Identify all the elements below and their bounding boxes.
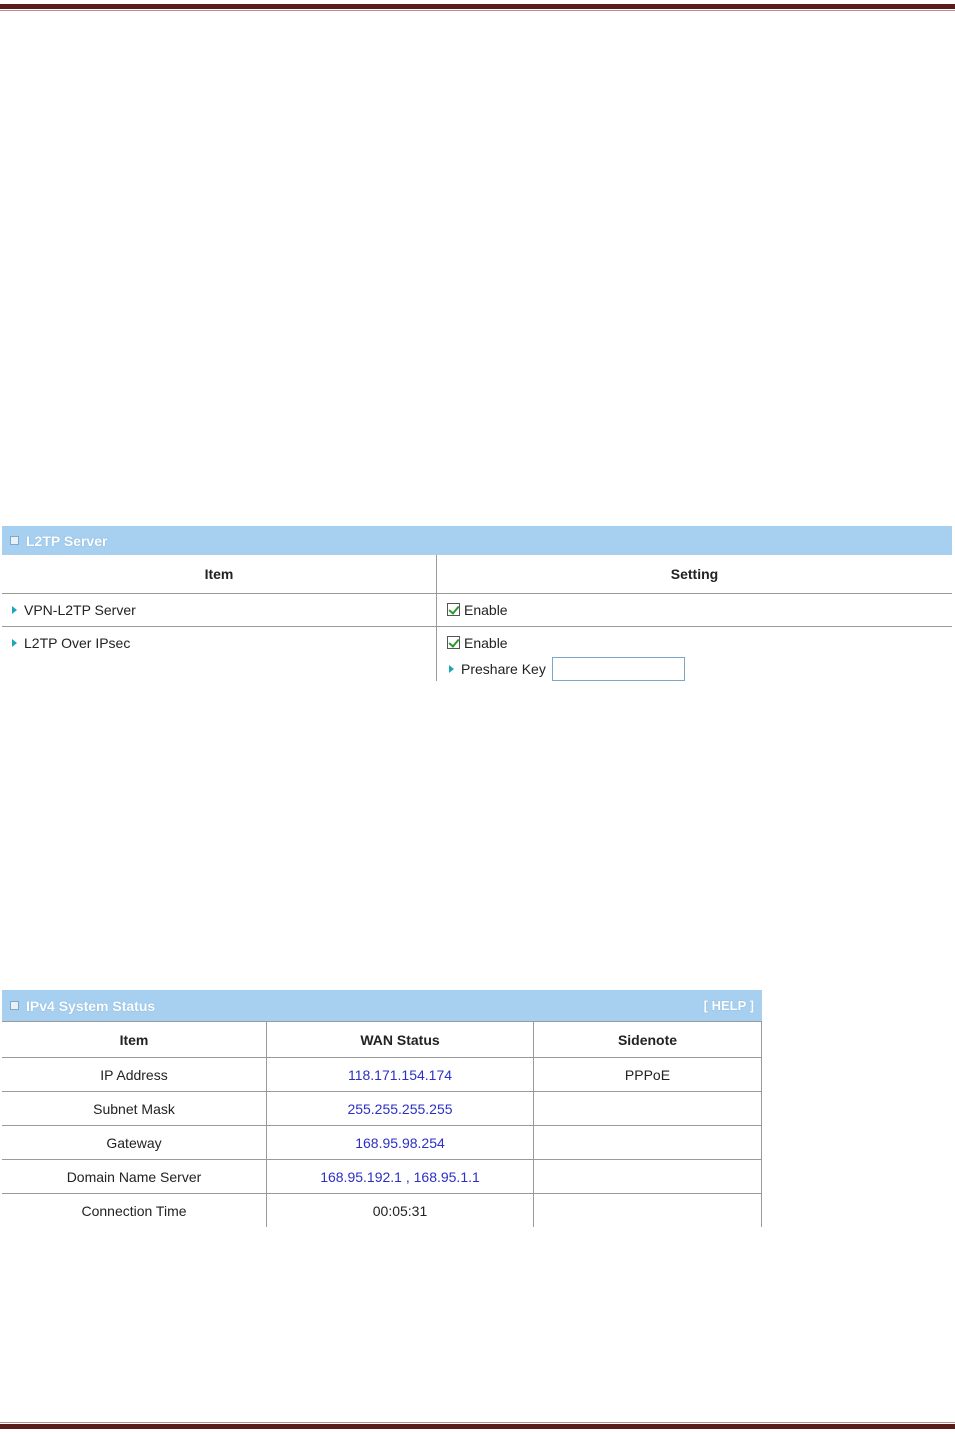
col-sidenote-header: Sidenote [534, 1022, 762, 1058]
table-row [2, 594, 952, 627]
ipv4-panel-header [2, 990, 762, 1021]
wan-status-cell: 118.171.154.174 [267, 1058, 534, 1092]
l2tp-over-ipsec-label: L2TP Over IPsec [24, 635, 131, 651]
vpn-l2tp-server-label: VPN-L2TP Server [24, 602, 136, 618]
sidenote-cell [534, 1092, 762, 1126]
preshare-key-row [437, 657, 952, 681]
wan-status-cell: 168.95.98.254 [267, 1126, 534, 1160]
table-row [2, 1058, 762, 1092]
arrow-right-icon [449, 665, 454, 673]
col-wan-status-header: WAN Status [267, 1022, 534, 1058]
bottom-rule-thin [0, 1422, 955, 1423]
panel-square-icon [10, 1001, 19, 1010]
table-row [2, 1194, 762, 1228]
vpn-l2tp-enable-checkbox[interactable] [447, 603, 460, 616]
l2tp-panel-header [2, 526, 952, 555]
col-setting-header: Setting [437, 555, 953, 594]
item-cell: Gateway [2, 1126, 267, 1160]
item-cell: Connection Time [2, 1194, 267, 1228]
enable-label: Enable [464, 602, 508, 618]
ipv4-status-panel [2, 990, 762, 1227]
wan-status-cell: 255.255.255.255 [267, 1092, 534, 1126]
bottom-rule [0, 1424, 955, 1429]
item-cell: Subnet Mask [2, 1092, 267, 1126]
sidenote-cell: PPPoE [534, 1058, 762, 1092]
l2tp-server-panel [2, 526, 952, 681]
top-rule [0, 4, 955, 9]
preshare-key-label: Preshare Key [461, 661, 546, 677]
panel-square-icon [10, 536, 19, 545]
col-item-header: Item [2, 1022, 267, 1058]
table-row [2, 1160, 762, 1194]
l2tp-settings-table [2, 555, 952, 681]
table-row [2, 627, 952, 682]
table-row [2, 1092, 762, 1126]
table-row [2, 1126, 762, 1160]
row-label-cell [2, 594, 437, 627]
row-setting-cell [437, 594, 953, 627]
item-cell: IP Address [2, 1058, 267, 1092]
sidenote-cell [534, 1194, 762, 1228]
wan-status-cell: 00:05:31 [267, 1194, 534, 1228]
arrow-right-icon [12, 639, 17, 647]
row-setting-cell [437, 627, 953, 682]
preshare-key-input[interactable] [552, 657, 685, 681]
col-item-header: Item [2, 555, 437, 594]
row-label-cell [2, 627, 437, 682]
top-rule-thin [0, 10, 955, 11]
enable-label: Enable [464, 635, 508, 651]
help-link[interactable]: [ HELP ] [703, 998, 754, 1013]
sidenote-cell [534, 1160, 762, 1194]
sidenote-cell [534, 1126, 762, 1160]
arrow-right-icon [12, 606, 17, 614]
ipv4-status-table [2, 1021, 762, 1227]
l2tp-ipsec-enable-checkbox[interactable] [447, 636, 460, 649]
item-cell: Domain Name Server [2, 1160, 267, 1194]
wan-status-cell: 168.95.192.1 , 168.95.1.1 [267, 1160, 534, 1194]
ipv4-panel-title: IPv4 System Status [26, 997, 156, 1014]
l2tp-panel-title: L2TP Server [26, 532, 108, 549]
